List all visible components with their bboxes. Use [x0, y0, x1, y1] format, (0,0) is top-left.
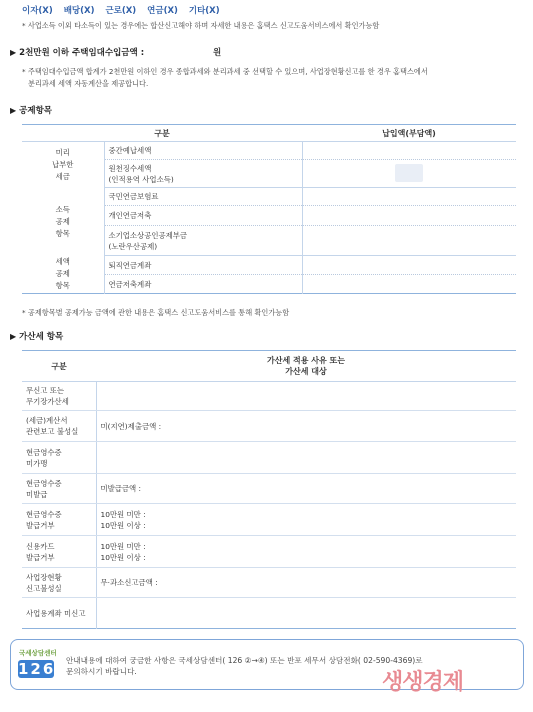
group-label: 미리 납부한 세금 [52, 147, 74, 181]
penalty-row-label: 현금영수증 미발급 [22, 474, 96, 504]
contact-guidance-text [66, 655, 423, 677]
redacted-amount [395, 164, 423, 182]
penalty-row-label: 신용카드 발급거부 [22, 536, 96, 568]
deduction-amount-cell[interactable] [302, 275, 516, 294]
penalty-row-value[interactable] [96, 442, 516, 474]
group-label: 소득 공제 항목 [55, 204, 70, 238]
counsel-center-caption: 국세상담센터 [19, 649, 57, 657]
deduction-note: * 공제항목별 공제가능 금액에 관한 내용은 홈택스 신고도움서비스를 통해 확인가능함 [22, 308, 290, 317]
group-label: 세액 공제 항목 [55, 257, 70, 291]
penalty-row-label: 현금영수증 발급거부 [22, 504, 96, 536]
penalty-row-label: 사업용계좌 미신고 [22, 598, 96, 629]
deduction-amount-cell[interactable] [302, 188, 516, 206]
contact-guidance-line1: 안내내용에 대하여 궁금한 사항은 국세상담센터( 126 ②→④) 또는 반포 세무서 상담전화( 02-590-4369)로 [66, 656, 423, 665]
penalty-heading [10, 330, 63, 342]
penalty-row-value[interactable]: 무·과소신고금액 : [96, 568, 516, 598]
penalty-heading-text: 가산세 항목 [19, 332, 64, 342]
deduction-col-category: 구분 [22, 125, 302, 142]
deduction-heading-text: 공제항목 [19, 106, 53, 116]
penalty-table [22, 350, 516, 629]
triangle-bullet-icon: ▶ [10, 332, 17, 341]
penalty-row-label: 사업장현황 신고불성실 [22, 568, 96, 598]
counsel-center-126-logo: 126 [18, 660, 56, 678]
penalty-row-label: (세금)계산서 관련보고 불성실 [22, 411, 96, 442]
income-type-earned: 근로(X) [105, 6, 137, 16]
penalty-row-label: 무신고 또는 무기장가산세 [22, 382, 96, 411]
deduction-amount-cell[interactable] [302, 142, 516, 160]
deduction-item: 중간예납세액 [104, 142, 302, 160]
income-type-list [22, 4, 228, 16]
deduction-item: 국민연금보험료 [104, 188, 302, 206]
housing-income-heading [10, 46, 144, 58]
watermark-logo: 생생경제 [382, 670, 464, 695]
penalty-row-value[interactable] [96, 382, 516, 411]
income-type-other: 기타(X) [188, 6, 220, 16]
penalty-row-value[interactable] [96, 598, 516, 629]
penalty-row-value[interactable]: 미(지연)제출금액 : [96, 411, 516, 442]
triangle-bullet-icon: ▶ [10, 106, 17, 115]
housing-note-line2: 분리과세 세액 자동계산을 제공합니다. [28, 79, 149, 88]
income-type-dividend: 배당(X) [63, 6, 95, 16]
deduction-heading [10, 104, 52, 116]
housing-unit: 원 [213, 48, 222, 58]
deduction-amount-cell[interactable] [302, 256, 516, 275]
deduction-item: 퇴직연금계좌 [104, 256, 302, 275]
deduction-item: 원천징수세액 (인적용역 사업소득) [104, 160, 302, 188]
housing-note-line1: * 주택임대수입금액 합계가 2천만원 이하인 경우 종합과세와 분리과세 중 선택할 수 있으며, 사업장현황신고를 한 경우 홈택스에서 [22, 67, 428, 76]
combined-filing-note: * 사업소득 이외 타소득이 있는 경우에는 합산신고해야 하며 자세한 내용은 홈택스 신고도움서비스에서 확인가능함 [22, 21, 380, 30]
deduction-amount-cell[interactable] [302, 226, 516, 256]
penalty-row-value[interactable]: 미발급금액 : [96, 474, 516, 504]
penalty-col-reason: 가산세 적용 사유 또는 가산세 대상 [96, 351, 516, 382]
deduction-amount-cell[interactable] [302, 206, 516, 226]
income-type-pension: 연금(X) [147, 6, 178, 16]
deduction-item: 개인연금저축 [104, 206, 302, 226]
deduction-group-credit [22, 256, 104, 294]
deduction-group-prepaid [22, 142, 104, 188]
deduction-amount-cell[interactable] [302, 160, 516, 188]
deduction-col-amount: 납입액(부담액) [302, 125, 516, 142]
deduction-item: 연금저축계좌 [104, 275, 302, 294]
penalty-row-value[interactable]: 10만원 미만 : 10만원 이상 : [96, 536, 516, 568]
triangle-bullet-icon: ▶ [10, 48, 17, 57]
contact-guidance-line2: 문의하시기 바랍니다. [66, 667, 137, 676]
deduction-group-income [22, 188, 104, 256]
penalty-row-label: 현금영수증 미가맹 [22, 442, 96, 474]
housing-heading-text: 2천만원 이하 주택임대수입금액 : [19, 48, 145, 58]
penalty-row-value[interactable]: 10만원 미만 : 10만원 이상 : [96, 504, 516, 536]
deduction-table [22, 124, 516, 294]
penalty-col-category: 구분 [22, 351, 96, 382]
income-type-interest: 이자(X) [22, 6, 53, 16]
deduction-item: 소기업소상공인공제부금 (노란우산공제) [104, 226, 302, 256]
